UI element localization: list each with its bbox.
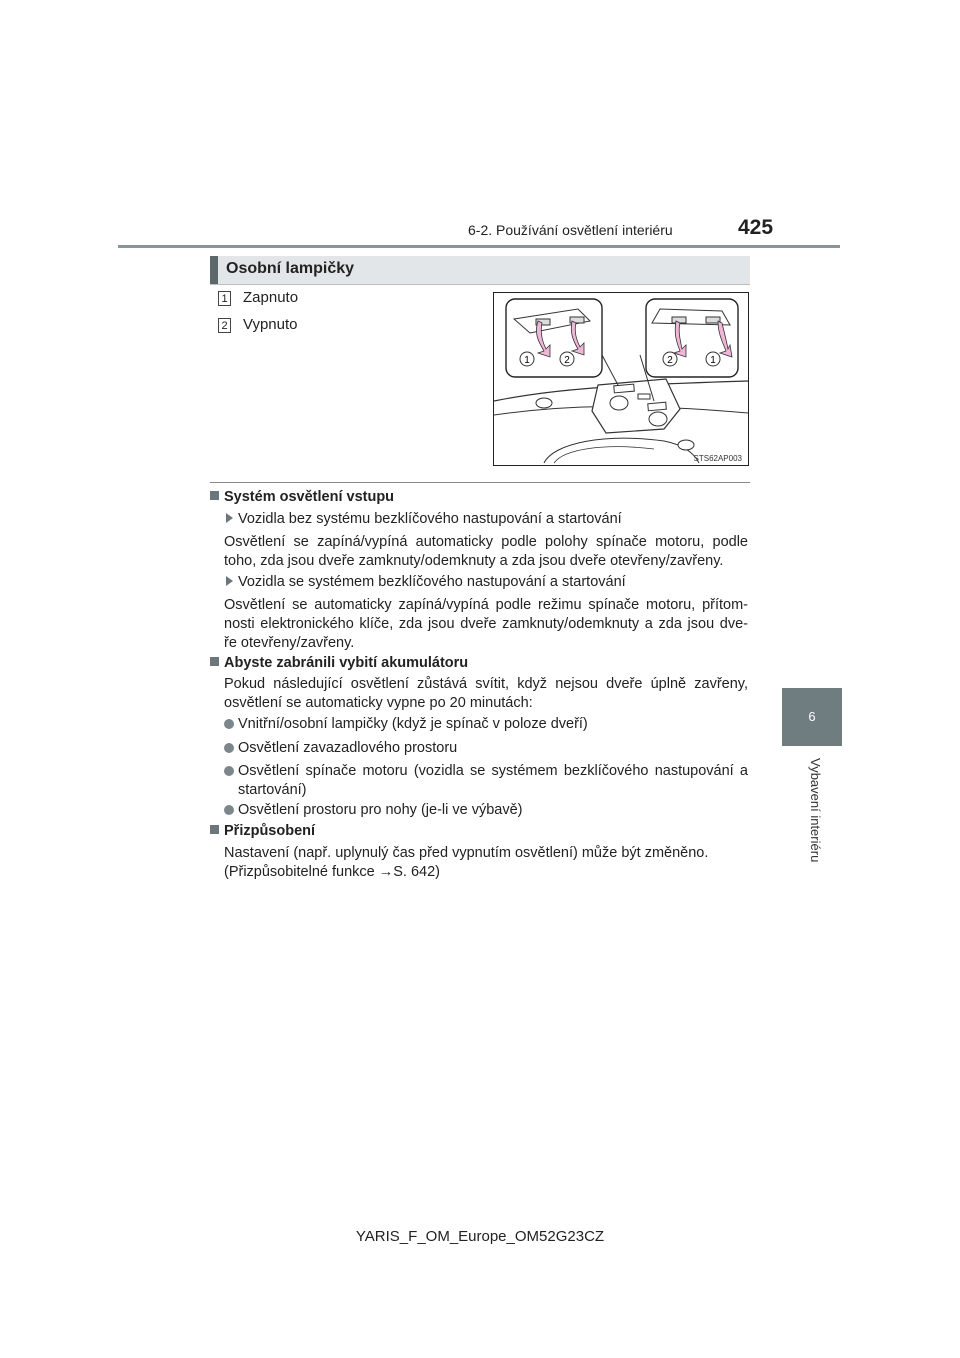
callout-number: 2 [667,355,673,366]
subheading-customization: Přizpůsobení [210,823,315,839]
paragraph-smart-key: Osvětlení se automaticky zapíná/vypíná podle režimu spínače motoru, přítom- nosti elektronického klíče, zda jsou dveře zamknuty/odemknuty a zda jsou dve- ře otevřeny/zavřeny. [224,597,748,651]
header-divider [118,245,840,248]
personal-lights-illustration [493,292,749,466]
section-heading [210,256,750,285]
legend-number-badge: 2 [218,318,231,333]
round-bullet-icon [224,805,234,815]
illustration-code: STS62AP003 [693,454,742,463]
legend-item-off [218,316,298,333]
subheading-battery: Abyste zabránili vybití akumulátoru [210,655,468,671]
page-number: 425 [738,216,774,239]
square-bullet-icon [210,491,219,500]
section-divider [210,482,750,483]
callout-number: 1 [524,355,530,366]
square-bullet-icon [210,825,219,834]
variant-smart-key: Vozidla se systémem bezklíčového nastupování a startování [226,574,626,590]
footer-doc-code: YARIS_F_OM_Europe_OM52G23CZ [355,1228,605,1245]
paragraph-no-smart-key: Osvětlení se zapíná/vypíná automaticky podle polohy spínače motoru, podle toho, zda jsou dveře zamknuty/odemknuty a zda jsou dveře otevřeny/zavřeny. [224,534,748,569]
section-title: Osobní lampičky [226,260,355,277]
callout-number: 2 [564,355,570,366]
triangle-bullet-icon [226,513,233,523]
chapter-side-label: Vybavení interiéru [808,758,823,863]
heading-accent-bar [210,256,218,284]
round-bullet-icon [224,719,234,729]
square-bullet-icon [210,657,219,666]
legend-number-badge: 1 [218,291,231,306]
subheading-entry-lighting: Systém osvětlení vstupu [210,489,394,505]
callout-number: 1 [710,355,716,366]
chapter-tab: 6 [782,688,842,746]
variant-no-smart-key: Vozidla bez systému bezklíčového nastupování a startování [226,511,622,527]
legend-label: Vypnuto [243,316,298,333]
paragraph-customization: Nastavení (např. uplynulý čas před vypnutím osvětlení) může být změněno. (Přizpůsobitelné funkce →S. 642) [224,845,709,880]
triangle-bullet-icon [226,576,233,586]
legend-label: Zapnuto [243,289,299,306]
paragraph-battery: Pokud následující osvětlení zůstává svítit, když nejsou dveře úplně zavřeny, osvětlení se automaticky vypne po 20 minutách: [224,676,748,711]
overhead-console-drawing [494,293,748,465]
round-bullet-icon [224,766,234,776]
header-section-title: 6-2. Používání osvětlení interiéru [468,222,673,238]
legend-item-on [218,289,299,306]
round-bullet-icon [224,743,234,753]
